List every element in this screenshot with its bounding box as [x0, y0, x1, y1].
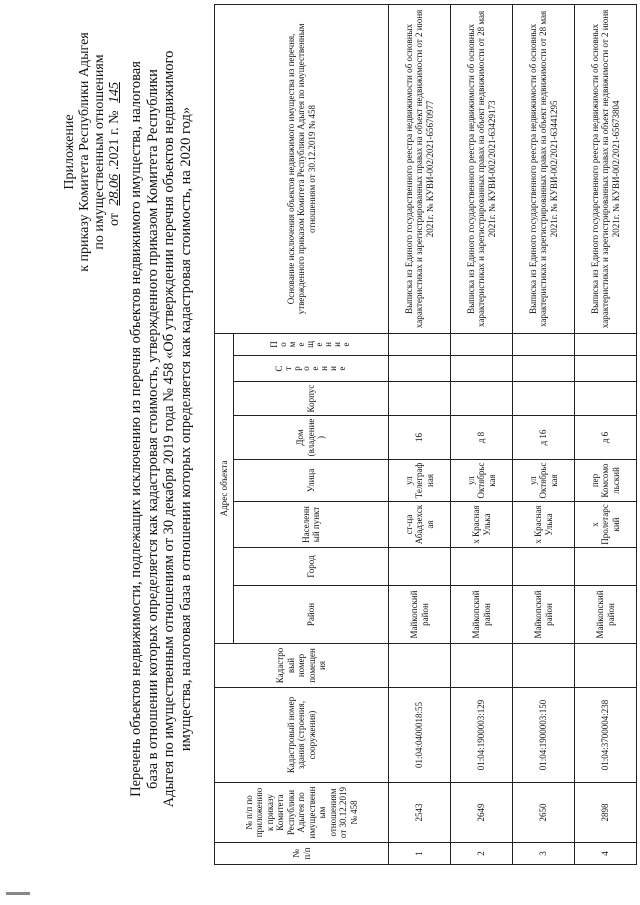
appendix-header: [62, 22, 122, 282]
cell-stroenie: [575, 356, 637, 382]
col-korpus-header: Корпус: [234, 382, 389, 416]
cell-city: [575, 548, 637, 586]
col-building-cadastral-header: Кадастровый номер здания (строения, сооружения): [215, 688, 389, 783]
cell-house: 16: [389, 416, 451, 460]
address-group-header: Адрес объекта: [215, 333, 234, 643]
cell-street: пер Комсомольский: [575, 460, 637, 502]
col-basis-header: Основание исключения объектов недвижимого имущества из перечня, утвержденного приказом Комитета Республики Адыгея по имущественным отношениям от 30.12.2019 № 458: [215, 4, 389, 333]
cell-house: д 6: [575, 416, 637, 460]
order-date-line: [107, 22, 122, 282]
cell-appendix-num: 2649: [451, 783, 513, 843]
cell-room: [575, 333, 637, 355]
cell-korpus: [575, 382, 637, 416]
committee-line: по имущественным отношениям: [92, 54, 107, 250]
cell-stroenie: [451, 356, 513, 382]
cell-room-cadastral: [389, 644, 451, 688]
cell-room: [451, 333, 513, 355]
cell-room-cadastral: [513, 644, 575, 688]
scan-margin-mark: [6, 892, 30, 895]
col-house-header: Дом (владение): [234, 416, 389, 460]
order-number: 145: [107, 82, 122, 104]
cell-district: Майкопский район: [389, 586, 451, 644]
appendix-label: Приложение: [62, 114, 77, 190]
cell-korpus: [451, 382, 513, 416]
cell-district: Майкопский район: [575, 586, 637, 644]
cell-street: ул Октябрьская: [451, 460, 513, 502]
cell-appendix-num: 2543: [389, 783, 451, 843]
cell-room: [389, 333, 451, 355]
cell-building-cadastral: 01:04:0400018:55: [389, 688, 451, 783]
cell-city: [451, 548, 513, 586]
cell-room: [513, 333, 575, 355]
stroenie-header-text: Строение: [273, 365, 347, 372]
order-reference: к приказу Комитета Республики Адыгея: [77, 32, 92, 272]
col-room-cadastral-header: [215, 644, 389, 688]
cell-house: д 8: [451, 416, 513, 460]
cell-basis: Выписка из Единого государственного реестра недвижимости об основных характеристиках и зарегистрированных правах на объект недвижимости от 2 июня 2021г. № КУВИ-002/2021-65673804: [575, 4, 637, 333]
cell-stroenie: [513, 356, 575, 382]
table-row: [575, 4, 637, 864]
col-city-header: Город: [234, 548, 389, 586]
cell-street: ул Октябрьская: [513, 460, 575, 502]
cell-korpus: [389, 382, 451, 416]
col-stroenie-header: [234, 356, 389, 382]
cell-num: 3: [513, 843, 575, 865]
col-appendix-num-header: № п/п по приложению к приказу Комитета Республики Адыгея по имущественным отношениям от 30.12.2019 № 458: [215, 783, 389, 843]
col-settlement-header: Населенный пункт: [234, 502, 389, 548]
cell-num: 2: [451, 843, 513, 865]
date-prefix: от: [107, 213, 122, 226]
cell-basis: Выписка из Единого государственного реестра недвижимости об основных характеристиках и зарегистрированных правах на объект недвижимости от 2 июня 2021г. № КУВИ-002/2021-65670977: [389, 4, 451, 333]
cell-building-cadastral: 01:04:3700004:238: [575, 688, 637, 783]
cell-city: [513, 548, 575, 586]
col-room-header: [234, 333, 389, 355]
cell-street: ул Телеграфная: [389, 460, 451, 502]
room-header-text: Помещение: [269, 340, 352, 348]
col-street-header: Улица: [234, 460, 389, 502]
cell-building-cadastral: 01:04:1900003:150: [513, 688, 575, 783]
cell-district: Майкопский район: [451, 586, 513, 644]
cell-appendix-num: 2898: [575, 783, 637, 843]
cell-room-cadastral: [451, 644, 513, 688]
cell-settlement: ст-ца Абадзехская: [389, 502, 451, 548]
cell-district: Майкопский район: [513, 586, 575, 644]
order-date: 28.06: [107, 174, 122, 206]
cell-appendix-num: 2650: [513, 783, 575, 843]
cell-settlement: х Пролетарский: [575, 502, 637, 548]
cell-num: 4: [575, 843, 637, 865]
order-year: .2021 г. №: [107, 110, 122, 171]
objects-table: [214, 4, 637, 865]
document-title: Перечень объектов недвижимости, подлежащих исключению из перечня объектов недвижимого имущества, налоговая база в отношении которых определяется как кадастровая стоимость, утвержденного приказом Комитета Республики Адыгея по имущественным отношениям от 30 декабря 2019 года № 458 «Об утверждении перечня объектов недвижимого имущества, налоговая база в отношении которых определяется как кадастровая стоимость, на 2020 год»: [128, 50, 194, 808]
cell-settlement: х Красная Улька: [451, 502, 513, 548]
cell-num: 1: [389, 843, 451, 865]
cell-room-cadastral: [575, 644, 637, 688]
cell-basis: Выписка из Единого государственного реестра недвижимости об основных характеристиках и зарегистрированных правах на объект недвижимости от 28 мая 2021г. № КУВИ-002/2021-63429173: [451, 4, 513, 333]
cell-building-cadastral: 01:04:1900003:129: [451, 688, 513, 783]
cell-house: д 16: [513, 416, 575, 460]
cell-stroenie: [389, 356, 451, 382]
cell-settlement: х Красная Улька: [513, 502, 575, 548]
table-row: [451, 4, 513, 864]
room-cadastral-header-text: Кадастровый номер помещения: [275, 647, 328, 684]
table-row: [389, 4, 451, 864]
cell-korpus: [513, 382, 575, 416]
col-district-header: Район: [234, 586, 389, 644]
cell-city: [389, 548, 451, 586]
col-num-header: № п/п: [215, 843, 389, 865]
table-row: [513, 4, 575, 864]
cell-basis: Выписка из Единого государственного реестра недвижимости об основных характеристиках и зарегистрированных правах на объект недвижимости от 28 мая 2021г. № КУВИ-002/2021-63441295: [513, 4, 575, 333]
